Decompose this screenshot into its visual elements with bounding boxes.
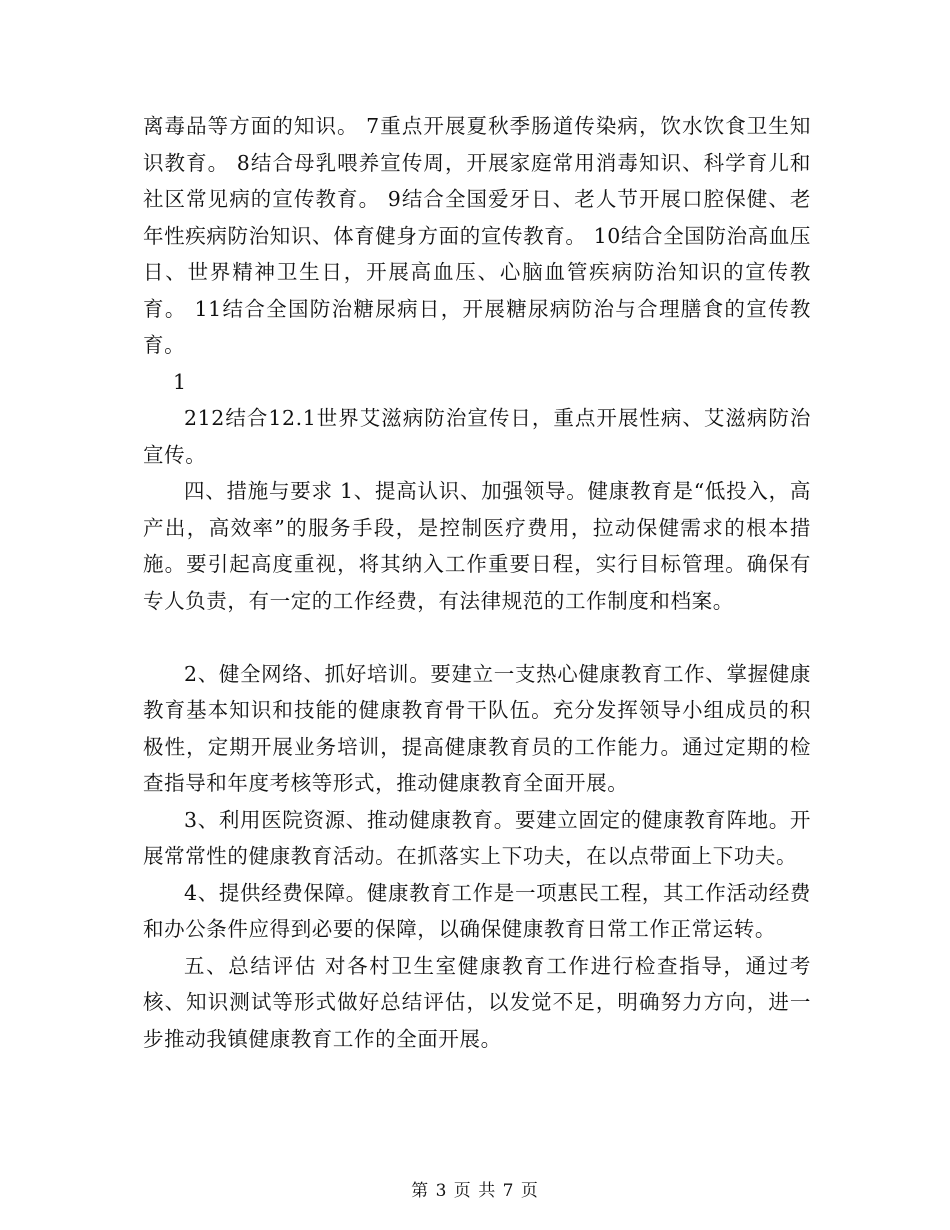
paragraph-health-education-schedule: 离毒品等方面的知识。 7重点开展夏秋季肠道传染病，饮水饮食卫生知识教育。 8结合母乳喂养宣传周，开展家庭常用消毒知识、科学育儿和社区常见病的宣传教育。 9结合全国爱牙日、老人节开展口腔保健、老年性疾病防治知识、体育健身方面的宣传教育。 10结合全国防治高血压日、世界精神卫生日，开展高血压、心脑血管疾病防治知识的宣传教育。 11结合全国防治糖尿病日，开展糖尿病防治与合理膳食的宣传教育。 — [143, 114, 811, 357]
paragraph-network-training: 2、健全网络、抓好培训。要建立一支热心健康教育工作、掌握健康教育基本知识和技能的健康教育骨干队伍。充分发挥领导小组成员的积极性，定期开展业务培训，提高健康教育员的工作能力。通过定期的检查指导和年度考核等形式，推动健康教育全面开展。 — [143, 661, 811, 795]
paragraph-funding-guarantee: 4、提供经费保障。健康教育工作是一项惠民工程，其工作活动经费和办公条件应得到必要的保障，以确保健康教育日常工作正常运转。 — [143, 880, 811, 941]
paragraph-aids-day: 212结合12.1世界艾滋病防治宣传日，重点开展性病、艾滋病防治宣传。 — [143, 406, 811, 467]
page-number-footer: 第 3 页 共 7 页 — [411, 1181, 539, 1201]
paragraph-measures-requirements: 四、措施与要求 1、提高认识、加强领导。健康教育是“低投入，高产出，高效率”的服务手段，是控制医疗费用，拉动保健需求的根本措施。要引起高度重视，将其纳入工作重要日程，实行目标管理。确保有专人负责，有一定的工作经费，有法律规范的工作制度和档案。 — [143, 479, 811, 613]
paragraph-summary-evaluation: 五、总结评估 对各村卫生室健康教育工作进行检查指导，通过考核、知识测试等形式做好总结评估，以发觉不足，明确努力方向，进一步推动我镇健康教育工作的全面开展。 — [143, 953, 811, 1051]
document-body — [143, 108, 811, 1057]
paragraph-number-marker: 1 — [173, 369, 187, 394]
paragraph-hospital-resources: 3、利用医院资源、推动健康教育。要建立固定的健康教育阵地。开展常常性的健康教育活动。在抓落实上下功夫，在以点带面上下功夫。 — [143, 807, 811, 868]
